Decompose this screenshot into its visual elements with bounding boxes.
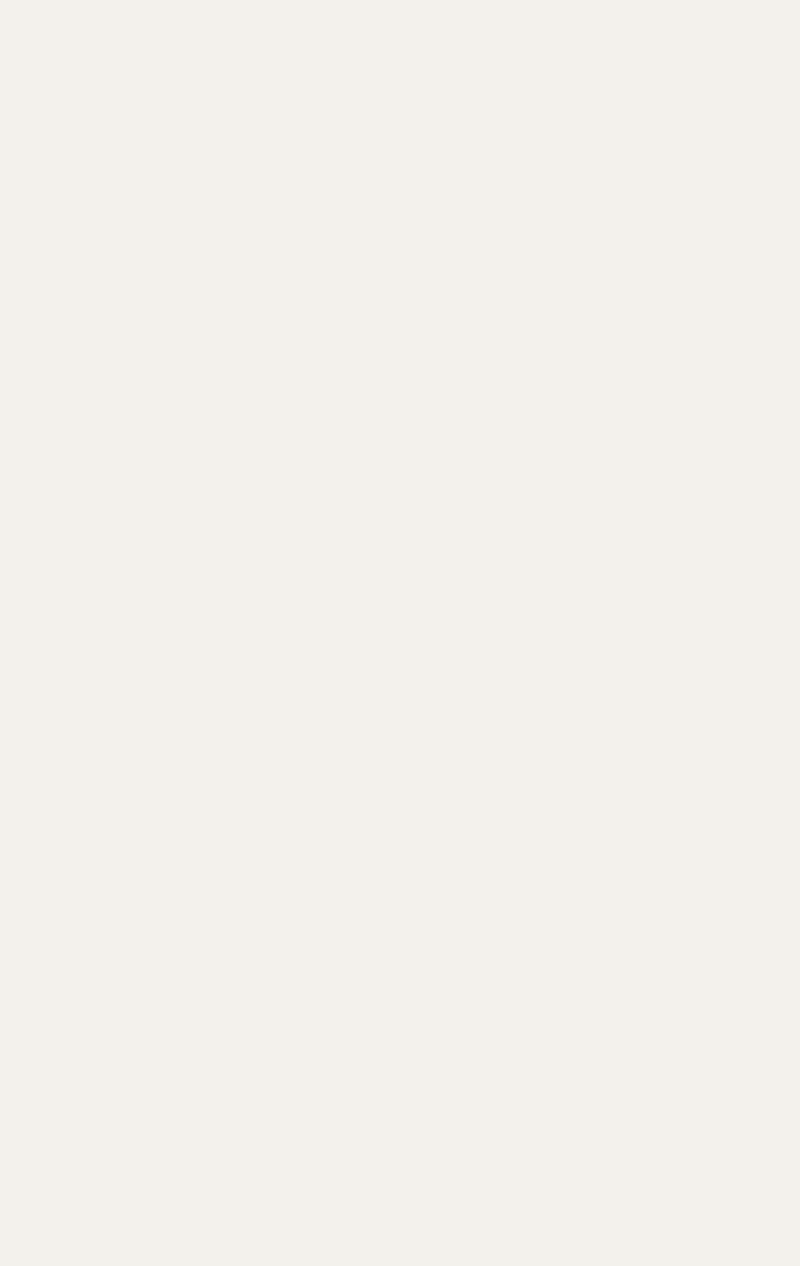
- page-header: [0, 0, 800, 56]
- list-item: [0, 728, 800, 758]
- list-item: [0, 788, 800, 818]
- list-item: [0, 488, 800, 518]
- list-item: [0, 130, 800, 160]
- list-item: [0, 220, 800, 250]
- list-item: [0, 428, 800, 458]
- list-item: [0, 908, 800, 938]
- list-item: [0, 668, 800, 698]
- list-item: [0, 190, 800, 220]
- list-item: [0, 818, 800, 848]
- list-item: [0, 308, 800, 338]
- list-item: [0, 608, 800, 638]
- list-item: [0, 998, 800, 1028]
- list-item: [0, 518, 800, 548]
- list-item: [0, 458, 800, 488]
- list-item: [0, 938, 800, 968]
- list-item: [0, 368, 800, 398]
- list-item: [0, 100, 800, 130]
- list-item: [0, 758, 800, 788]
- list-item: [0, 968, 800, 998]
- list-item: [0, 848, 800, 878]
- list-item: [0, 160, 800, 190]
- list-item: [0, 70, 800, 100]
- list-item: [0, 878, 800, 908]
- list-item: [0, 250, 800, 308]
- list-item: [0, 638, 800, 668]
- list-item: [0, 698, 800, 728]
- list-item: [0, 578, 800, 608]
- list-item: [0, 398, 800, 428]
- list-item: [0, 548, 800, 578]
- plates-list: [0, 70, 800, 1028]
- list-item: [0, 338, 800, 368]
